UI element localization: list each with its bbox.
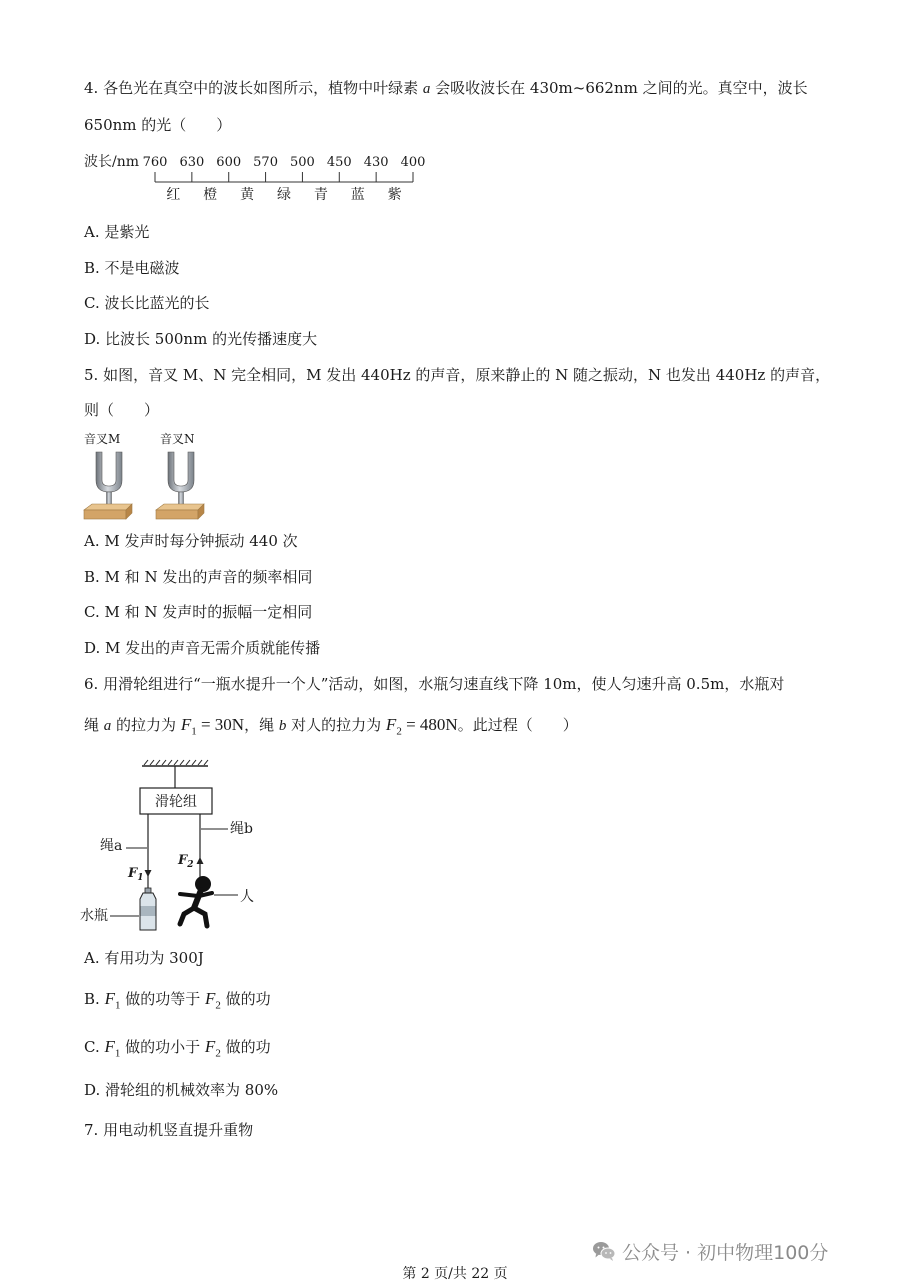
wavelength-value-600: 600 bbox=[216, 155, 242, 170]
q4-stem-line1: 4. 各色光在真空中的波长如图所示，植物中叶绿素 a 会吸收波长在 430m~662nm 之间的光。真空中，波长 bbox=[84, 79, 808, 97]
color-label: 橙 bbox=[203, 187, 218, 203]
wavelength-value-500: 500 bbox=[290, 155, 315, 170]
wavelength-value-570: 570 bbox=[253, 155, 278, 170]
svg-text:滑轮组: 滑轮组 bbox=[155, 794, 197, 810]
color-label: 蓝 bbox=[350, 187, 365, 203]
color-label: 紫 bbox=[387, 187, 402, 203]
q5-option-a[interactable]: A. M 发声时每分钟振动 440 次 bbox=[84, 532, 298, 550]
svg-text:F2: $F_2$ bbox=[178, 853, 194, 870]
tuning-forks-figure bbox=[80, 428, 220, 524]
q4-option-a[interactable]: A. 是紫光 bbox=[84, 223, 150, 241]
wavelength-value-430: 430 bbox=[363, 155, 389, 170]
q7-stem-line1: 7. 用电动机竖直提升重物 bbox=[84, 1121, 254, 1139]
q5-option-c[interactable]: C. M 和 N 发声时的振幅一定相同 bbox=[84, 603, 313, 621]
wavelength-unit-label: 波长/nm bbox=[84, 154, 140, 170]
q4-stem-line2: 650nm 的光（ ） bbox=[84, 116, 232, 134]
q6-option-d[interactable]: D. 滑轮组的机械效率为 80% bbox=[84, 1081, 279, 1099]
svg-text:人: 人 bbox=[240, 889, 254, 905]
tuning-fork-n bbox=[156, 452, 204, 519]
fork-m-label: 音叉M bbox=[84, 432, 121, 446]
q6-stem-line1: 6. 用滑轮组进行“一瓶水提升一个人”活动，如图，水瓶匀速直线下降 10m，使人匀速升高 0.5m，水瓶对 bbox=[84, 675, 785, 693]
svg-text:F1: $F_1$ bbox=[128, 866, 144, 883]
q5-option-b[interactable]: B. M 和 N 发出的声音的频率相同 bbox=[84, 568, 313, 586]
q5-stem-line1: 5. 如图，音叉 M、N 完全相同，M 发出 440Hz 的声音，原来静止的 N 随之振动，N 也发出 440Hz 的声音， bbox=[84, 366, 831, 384]
q6-option-a[interactable]: A. 有用功为 300J bbox=[84, 949, 204, 967]
svg-text:绳a: 绳a bbox=[100, 838, 123, 854]
page-footer: 第 2 页/共 22 页 bbox=[402, 1266, 508, 1282]
wavelength-value-630: 630 bbox=[179, 155, 205, 170]
color-label: 红 bbox=[166, 187, 181, 203]
q6-stem-line2: 绳 a 的拉力为 $F_1 = 30N$，绳 b 对人的拉力为 $F_2 = 480N$。此过程（ ） bbox=[84, 715, 578, 738]
q6-option-b[interactable]: B. $F_1$ 做的功等于 $F_2$ 做的功 bbox=[84, 989, 271, 1012]
wavelength-value-450: 450 bbox=[326, 155, 352, 170]
q4-option-d[interactable]: D. 比波长 500nm 的光传播速度大 bbox=[84, 330, 318, 348]
q5-stem-line2: 则（ ） bbox=[84, 401, 160, 419]
color-label: 青 bbox=[313, 187, 328, 203]
pulley-system-figure bbox=[80, 756, 280, 946]
color-label: 绿 bbox=[277, 187, 291, 203]
svg-text:水瓶: 水瓶 bbox=[80, 908, 108, 924]
q4-option-c[interactable]: C. 波长比蓝光的长 bbox=[84, 294, 210, 312]
fork-n-label: 音叉N bbox=[160, 432, 195, 446]
q6-option-c[interactable]: C. $F_1$ 做的功小于 $F_2$ 做的功 bbox=[84, 1037, 271, 1060]
person-icon bbox=[180, 876, 212, 926]
q5-option-d[interactable]: D. M 发出的声音无需介质就能传播 bbox=[84, 639, 321, 657]
wechat-icon bbox=[592, 1240, 616, 1262]
wavelength-value-760: 760 bbox=[142, 155, 168, 170]
watermark-text: 公众号 · 初中物理100分 bbox=[622, 1241, 829, 1264]
water-bottle-icon bbox=[140, 888, 156, 930]
q4-option-b[interactable]: B. 不是电磁波 bbox=[84, 259, 180, 277]
color-label: 黄 bbox=[240, 187, 255, 203]
tuning-fork-m bbox=[84, 452, 132, 519]
wavelength-spectrum-figure bbox=[80, 148, 440, 208]
wavelength-value-400: 400 bbox=[400, 155, 426, 170]
svg-text:绳b: 绳b bbox=[230, 821, 253, 837]
watermark bbox=[592, 1236, 828, 1266]
